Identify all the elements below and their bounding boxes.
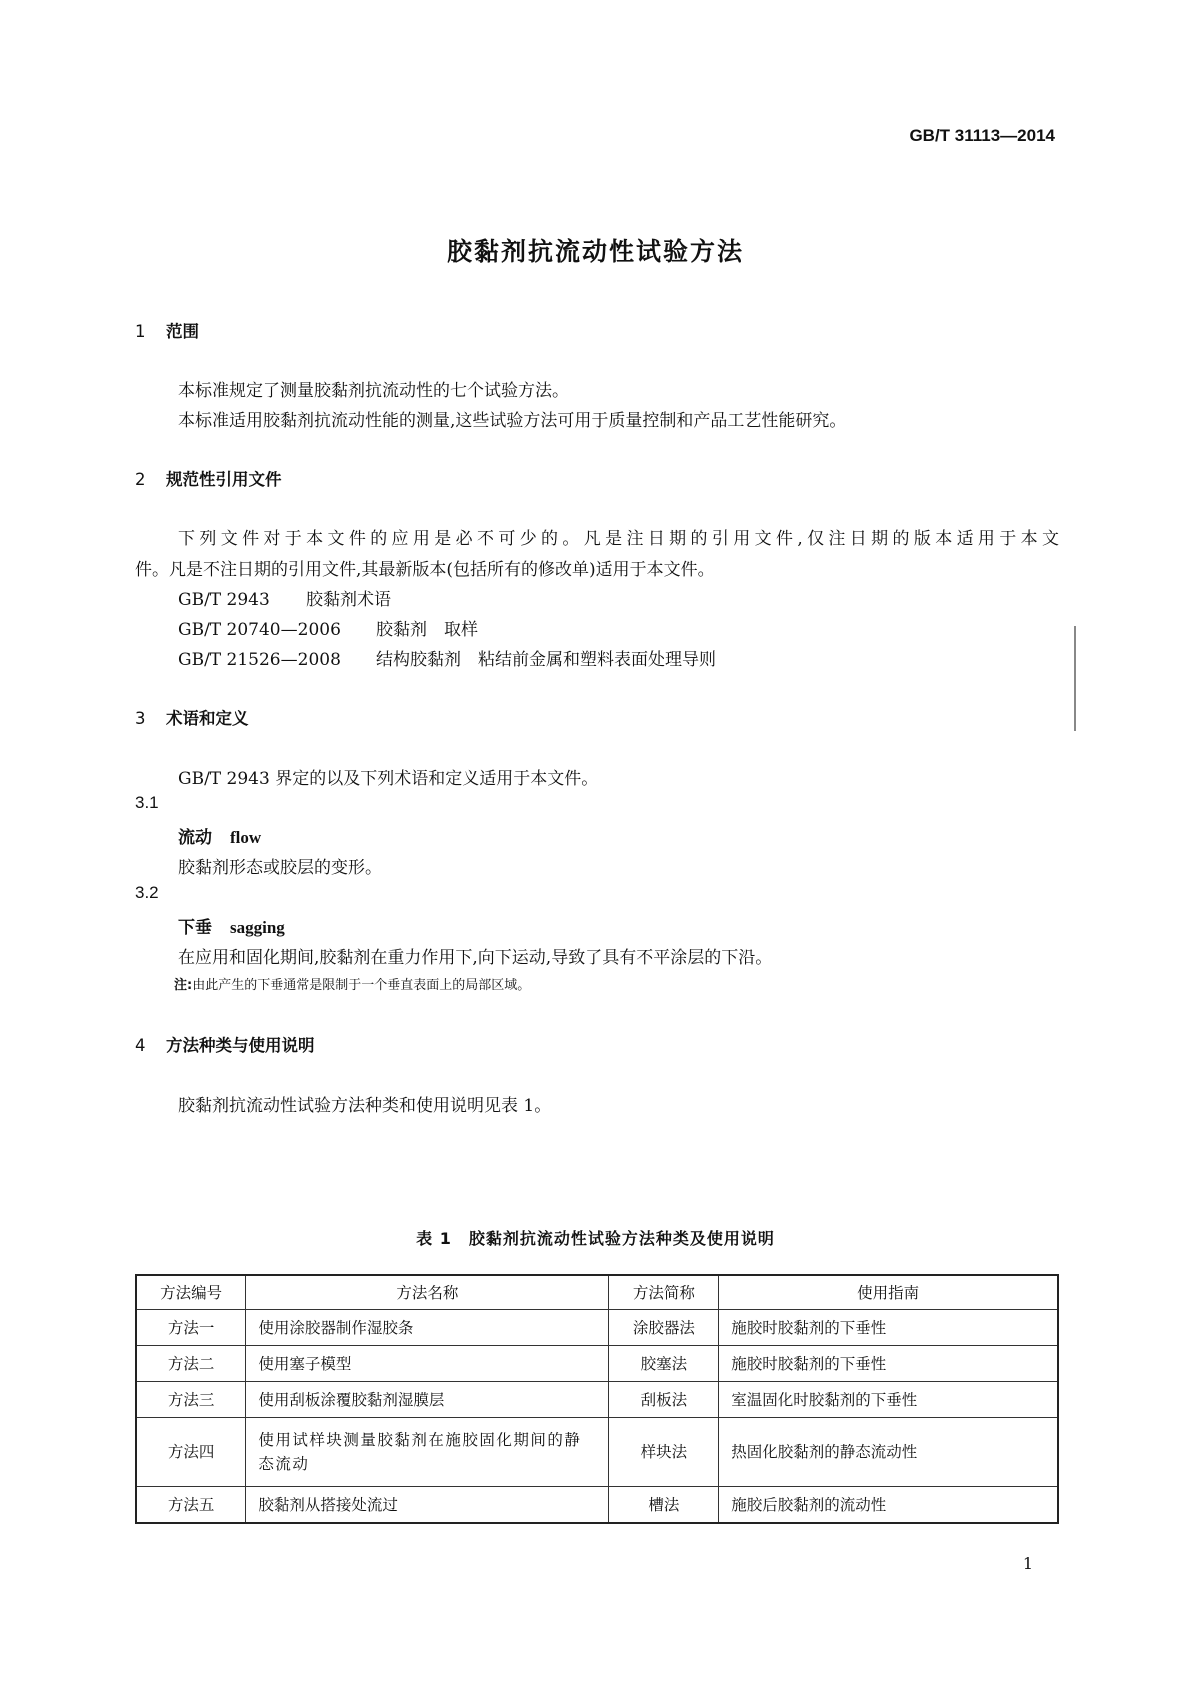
method-number: 方法四 <box>136 1418 246 1487</box>
section-2-paragraph-line: 下列文件对于本文件的应用是必不可少的。凡是注日期的引用文件,仅注日期的版本适用于本文 <box>178 529 1059 549</box>
document-title: 胶黏剂抗流动性试验方法 <box>446 237 744 266</box>
section-2-heading <box>135 466 282 490</box>
standard-code: GB/T 31113—2014 <box>909 126 1055 145</box>
table-header-row <box>136 1275 1058 1310</box>
method-name: 使用涂胶器制作湿胶条 <box>246 1310 609 1346</box>
table-row <box>136 1346 1058 1382</box>
section-4-intro: 胶黏剂抗流动性试验方法种类和使用说明见表 1。 <box>178 1096 552 1116</box>
usage-guide: 施胶时胶黏剂的下垂性 <box>719 1346 1058 1382</box>
term-heading <box>178 823 261 848</box>
method-short-name: 胶塞法 <box>609 1346 719 1382</box>
usage-guide: 室温固化时胶黏剂的下垂性 <box>719 1382 1058 1418</box>
table-caption: 表 1 胶黏剂抗流动性试验方法种类及使用说明 <box>416 1229 775 1248</box>
note-label: 注: <box>174 978 193 993</box>
section-4-heading <box>135 1032 315 1056</box>
section-number: 3 <box>135 709 146 728</box>
table-row <box>136 1382 1058 1418</box>
section-title: 范围 <box>166 322 199 341</box>
method-number: 方法二 <box>136 1346 246 1382</box>
reference-code: GB/T 2943 <box>178 590 270 610</box>
method-number: 方法一 <box>136 1310 246 1346</box>
header-cell: 方法名称 <box>246 1275 609 1310</box>
usage-guide: 热固化胶黏剂的静态流动性 <box>719 1418 1058 1487</box>
section-1-heading <box>135 318 199 342</box>
usage-guide: 施胶后胶黏剂的流动性 <box>719 1487 1058 1524</box>
reference-item <box>178 585 391 610</box>
method-name: 使用试样块测量胶黏剂在施胶固化期间的静态流动 <box>246 1418 609 1487</box>
header-cell: 使用指南 <box>719 1275 1058 1310</box>
page-number: 1 <box>1022 1554 1033 1573</box>
term-number: 3.2 <box>135 883 159 902</box>
method-name: 使用塞子模型 <box>246 1346 609 1382</box>
reference-code: GB/T 20740—2006 <box>178 620 341 640</box>
reference-title: 胶黏剂 取样 <box>376 620 478 640</box>
section-number: 1 <box>135 322 146 341</box>
term-definition: 在应用和固化期间,胶黏剂在重力作用下,向下运动,导致了具有不平涂层的下沿。 <box>178 948 773 968</box>
header-cell: 方法编号 <box>136 1275 246 1310</box>
section-1-paragraph: 本标准规定了测量胶黏剂抗流动性的七个试验方法。 <box>178 381 569 401</box>
term-english: sagging <box>230 918 285 937</box>
reference-item <box>178 645 716 670</box>
method-short-name: 槽法 <box>609 1487 719 1524</box>
reference-title: 结构胶黏剂 粘结前金属和塑料表面处理导则 <box>376 650 716 670</box>
term-chinese: 流动 <box>178 828 212 848</box>
section-title: 术语和定义 <box>166 709 249 728</box>
term-heading <box>178 913 285 938</box>
section-2-paragraph-line: 件。凡是不注日期的引用文件,其最新版本(包括所有的修改单)适用于本文件。 <box>135 560 715 580</box>
header-cell: 方法简称 <box>609 1275 719 1310</box>
note-text: 由此产生的下垂通常是限制于一个垂直表面上的局部区域。 <box>192 978 531 993</box>
section-3-intro: GB/T 2943 界定的以及下列术语和定义适用于本文件。 <box>178 769 599 789</box>
method-number: 方法三 <box>136 1382 246 1418</box>
method-name: 胶黏剂从搭接处流过 <box>246 1487 609 1524</box>
section-title: 规范性引用文件 <box>166 470 282 489</box>
method-name: 使用刮板涂覆胶黏剂湿膜层 <box>246 1382 609 1418</box>
term-note <box>174 974 530 993</box>
method-short-name: 样块法 <box>609 1418 719 1487</box>
margin-change-bar <box>1074 626 1076 731</box>
reference-code: GB/T 21526—2008 <box>178 650 341 670</box>
method-short-name: 涂胶器法 <box>609 1310 719 1346</box>
section-1-paragraph: 本标准适用胶黏剂抗流动性能的测量,这些试验方法可用于质量控制和产品工艺性能研究。 <box>178 411 847 431</box>
section-title: 方法种类与使用说明 <box>166 1036 315 1055</box>
reference-item <box>178 615 478 640</box>
method-number: 方法五 <box>136 1487 246 1524</box>
term-english: flow <box>230 828 262 847</box>
term-number: 3.1 <box>135 793 159 812</box>
section-number: 2 <box>135 470 146 489</box>
table-row <box>136 1487 1058 1524</box>
term-chinese: 下垂 <box>178 918 212 938</box>
method-short-name: 刮板法 <box>609 1382 719 1418</box>
table-row <box>136 1418 1058 1487</box>
section-3-heading <box>135 705 249 729</box>
usage-guide: 施胶时胶黏剂的下垂性 <box>719 1310 1058 1346</box>
table-row <box>136 1310 1058 1346</box>
reference-title: 胶黏剂术语 <box>306 590 391 610</box>
section-number: 4 <box>135 1036 146 1055</box>
methods-table <box>135 1274 1059 1524</box>
term-definition: 胶黏剂形态或胶层的变形。 <box>178 858 382 878</box>
